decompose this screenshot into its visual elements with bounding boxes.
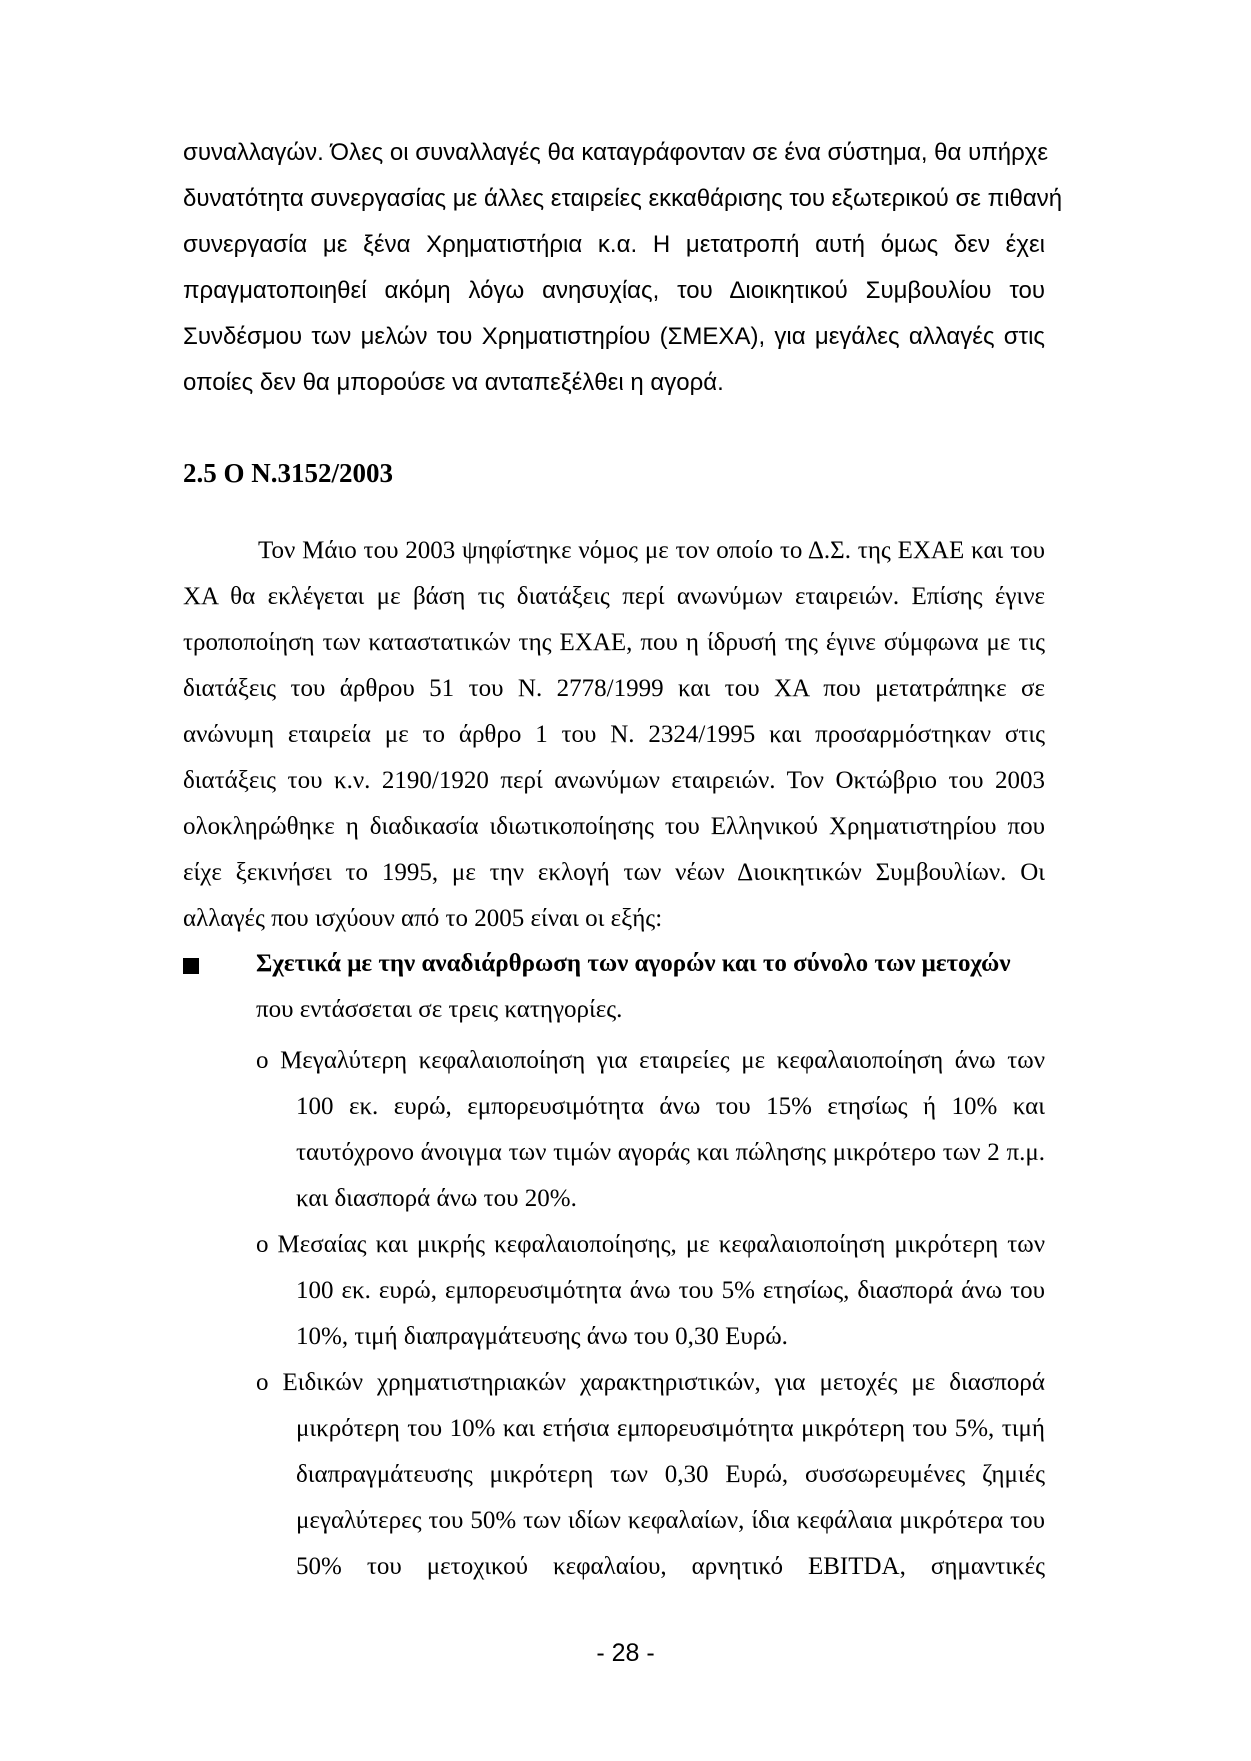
- section-line: διατάξεις του κ.ν. 2190/1920 περί ανωνύμων εταιρειών. Τον Οκτώβριο του 2003: [183, 767, 1045, 794]
- item-line: ο Μεγαλύτερη κεφαλαιοποίηση για εταιρείες με κεφαλαιοποίηση άνω των: [256, 1047, 1045, 1074]
- list-item: [256, 1222, 1045, 1360]
- item-line: 100 εκ. ευρώ, εμπορευσιμότητα άνω του 15% ετησίως ή 10% και: [296, 1093, 1045, 1120]
- section-paragraph: [183, 528, 1045, 942]
- item-line: μικρότερη του 10% και ετήσια εμπορευσιμότητα μικρότερη του 5%, τιμή: [296, 1415, 1045, 1442]
- bullet-subtitle: που εντάσσεται σε τρεις κατηγορίες.: [256, 996, 623, 1023]
- item-line: 50% του μετοχικού κεφαλαίου, αρνητικό EBITDA, σημαντικές: [296, 1553, 1045, 1580]
- item-line: και διασπορά άνω του 20%.: [296, 1185, 577, 1212]
- square-bullet-icon: [183, 958, 199, 974]
- item-line: ο Μεσαίας και μικρής κεφαλαιοποίησης, με κεφαλαιοποίηση μικρότερη των: [256, 1231, 1045, 1258]
- item-line: διαπραγμάτευσης μικρότερη των 0,30 Ευρώ, συσσωρευμένες ζημιές: [296, 1461, 1045, 1488]
- list-item: [256, 1360, 1045, 1590]
- intro-line: πραγματοποιηθεί ακόμη λόγω ανησυχίας, του Διοικητικού Συμβουλίου του: [183, 277, 1045, 304]
- intro-paragraph: [183, 130, 1063, 406]
- item-line: μεγαλύτερες του 50% των ιδίων κεφαλαίων, ίδια κεφάλαια μικρότερα του: [296, 1507, 1045, 1534]
- section-heading: 2.5 Ο Ν.3152/2003: [183, 458, 394, 488]
- bullet-title: Σχετικά με την αναδιάρθρωση των αγορών και το σύνολο των μετοχών: [256, 950, 1011, 977]
- intro-line: οποίες δεν θα μπορούσε να ανταπεξέλθει η αγορά.: [183, 369, 724, 396]
- intro-line: συνεργασία με ξένα Χρηματιστήρια κ.α. Η μετατροπή αυτή όμως δεν έχει: [183, 231, 1045, 258]
- section-line: διατάξεις του άρθρου 51 του Ν. 2778/1999 και του ΧΑ που μετατράπηκε σε: [183, 675, 1045, 702]
- section-line: ΧΑ θα εκλέγεται με βάση τις διατάξεις περί ανωνύμων εταιρειών. Επίσης έγινε: [183, 583, 1045, 610]
- section-line: ολοκληρώθηκε η διαδικασία ιδιωτικοποίησης του Ελληνικού Χρηματιστηρίου που: [183, 813, 1045, 840]
- section-line: ανώνυμη εταιρεία με το άρθρο 1 του Ν. 2324/1995 και προσαρμόστηκαν στις: [183, 721, 1045, 748]
- item-line: 10%, τιμή διαπραγμάτευσης άνω του 0,30 Ευρώ.: [296, 1323, 788, 1350]
- section-line: αλλαγές που ισχύουν από το 2005 είναι οι εξής:: [183, 905, 663, 932]
- section-line: είχε ξεκινήσει το 1995, με την εκλογή των νέων Διοικητικών Συμβουλίων. Οι: [183, 859, 1045, 886]
- item-line: ο Ειδικών χρηματιστηριακών χαρακτηριστικών, για μετοχές με διασπορά: [256, 1369, 1045, 1396]
- section-line-first: Τον Μάιο του 2003 ψηφίστηκε νόμος με τον οποίο το Δ.Σ. της ΕΧΑΕ και του: [258, 537, 1045, 564]
- item-line: 100 εκ. ευρώ, εμπορευσιμότητα άνω του 5% ετησίως, διασπορά άνω του: [296, 1277, 1045, 1304]
- intro-line: δυνατότητα συνεργασίας με άλλες εταιρείες εκκαθάρισης του εξωτερικού σε πιθανή: [183, 185, 1063, 212]
- section-line: τροποποίηση των καταστατικών της ΕΧΑΕ, που η ίδρυσή της έγινε σύμφωνα με τις: [183, 629, 1045, 656]
- intro-line: συναλλαγών. Όλες οι συναλλαγές θα καταγράφονταν σε ένα σύστημα, θα υπήρχε: [183, 139, 1049, 166]
- list-item: [256, 1038, 1045, 1222]
- page-number: - 28 -: [596, 1639, 655, 1667]
- intro-line: Συνδέσμου των μελών του Χρηματιστηρίου (ΣΜΕΧΑ), για μεγάλες αλλαγές στις: [183, 323, 1045, 350]
- item-line: ταυτόχρονο άνοιγμα των τιμών αγοράς και πώλησης μικρότερο των 2 π.μ.: [296, 1139, 1045, 1166]
